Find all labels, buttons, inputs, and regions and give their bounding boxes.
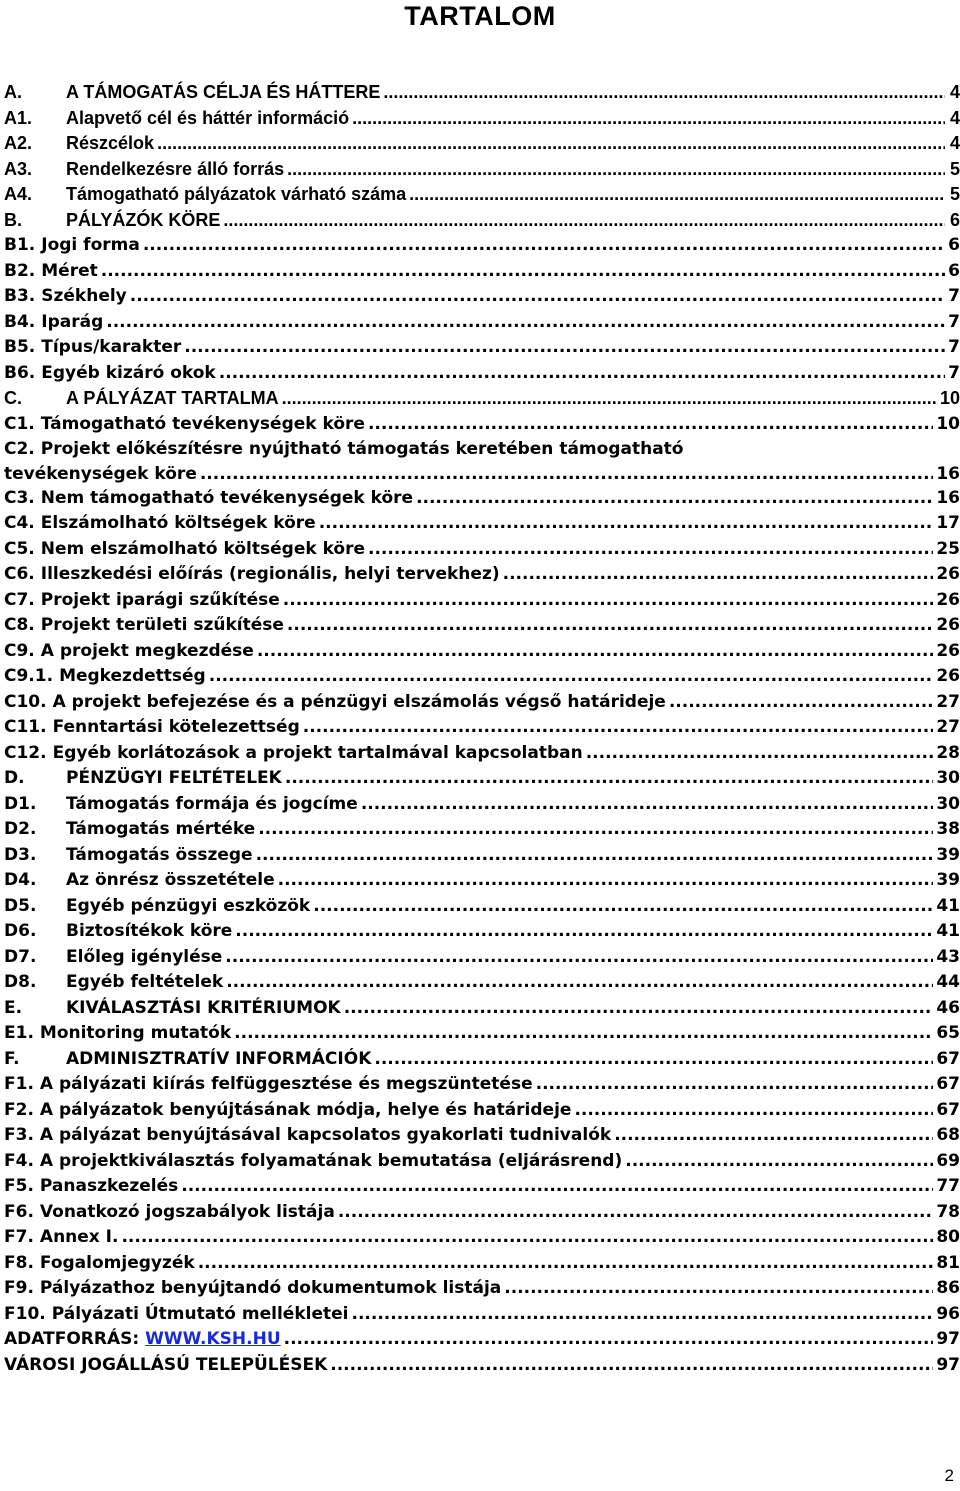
toc-entry-page: 17	[936, 513, 960, 533]
toc-entry-title: A projekt megkezdése	[40, 640, 254, 661]
toc-leader-dots	[614, 1127, 933, 1144]
toc-leader-dots	[226, 974, 933, 991]
toc-entry[interactable]	[4, 486, 960, 512]
toc-entry[interactable]	[4, 208, 960, 234]
toc-entry-title: A pályázatok benyújtásának módja, helye és határideje	[39, 1099, 572, 1120]
toc-entry[interactable]	[4, 233, 960, 259]
toc-entry-title: Nem elszámolható költségek köre	[40, 538, 366, 559]
toc-entry-page: 26	[936, 564, 960, 584]
toc-entry-code: C7.	[4, 589, 35, 610]
toc-entry-title: Részcélok	[66, 133, 155, 153]
toc-leader-dots	[303, 719, 934, 736]
toc-entry-code: C8.	[4, 615, 35, 635]
toc-entry-page: 10	[936, 413, 960, 434]
toc-entry-page: 67	[936, 1074, 960, 1094]
toc-entry[interactable]	[4, 1149, 960, 1175]
toc-leader-dots	[368, 416, 933, 433]
toc-leader-dots	[278, 872, 934, 889]
toc-entry-title: Támogatás mértéke	[66, 819, 256, 839]
toc-entry-page: 26	[936, 640, 960, 661]
toc-entry[interactable]	[4, 1225, 960, 1251]
table-of-contents	[4, 80, 960, 1378]
toc-leader-dots	[219, 365, 945, 382]
toc-entry-code: D7.	[4, 946, 37, 967]
toc-entry[interactable]	[4, 945, 960, 971]
toc-entry[interactable]	[4, 996, 960, 1022]
toc-leader-dots	[184, 339, 945, 356]
toc-leader-dots	[503, 566, 934, 583]
toc-entry[interactable]	[4, 894, 960, 920]
toc-entry-code: D5.	[4, 895, 37, 916]
toc-entry[interactable]	[4, 412, 960, 438]
toc-leader-dots	[225, 949, 933, 966]
toc-leader-dots	[625, 1153, 933, 1170]
toc-entry-code: A3.	[4, 158, 33, 179]
toc-entry-page: 26	[936, 589, 960, 610]
toc-entry-page: 4	[949, 82, 960, 102]
toc-leader-dots	[669, 694, 933, 711]
toc-entry[interactable]	[4, 1047, 960, 1073]
toc-entry-code: C2.	[4, 439, 35, 459]
toc-entry[interactable]	[4, 80, 960, 106]
toc-entry-title: Egyéb feltételek	[66, 972, 224, 992]
toc-leader-dots	[313, 898, 933, 915]
toc-entry-title: A pályázati kiírás felfüggesztése és megszüntetése	[39, 1074, 533, 1094]
toc-entry[interactable]	[4, 1072, 960, 1098]
toc-entry-code: D.	[4, 768, 25, 788]
toc-entry[interactable]	[4, 1302, 960, 1328]
toc-entry-page: 26	[936, 615, 960, 635]
toc-entry-title: Támogatás formája és jogcíme	[66, 793, 358, 814]
toc-entry[interactable]	[4, 1174, 960, 1200]
toc-entry-title: Székhely	[41, 286, 127, 306]
toc-entry-page: 80	[936, 1227, 960, 1247]
toc-entry-page: 4	[949, 107, 960, 128]
toc-leader-dots	[504, 1280, 933, 1297]
toc-entry-page: 39	[936, 870, 960, 890]
toc-entry-page: 25	[936, 538, 960, 559]
toc-entry-title: Pályázati Útmutató mellékletei	[51, 1303, 349, 1324]
toc-leader-dots	[344, 1000, 934, 1017]
toc-entry[interactable]	[4, 562, 960, 588]
toc-entry-page: 67	[936, 1048, 960, 1069]
toc-leader-dots	[574, 1102, 933, 1119]
toc-entry-title: Projekt iparági szűkítése	[40, 589, 280, 610]
toc-leader-dots	[586, 745, 934, 762]
toc-entry-title: Támogatható tevékenységek köre	[40, 413, 365, 434]
toc-entry-title: Alapvető cél és háttér információ	[66, 107, 350, 128]
toc-entry[interactable]	[4, 868, 960, 894]
toc-leader-dots	[285, 770, 933, 787]
toc-entry-page: 81	[936, 1252, 960, 1273]
toc-leader-dots	[352, 109, 945, 127]
toc-entry-title: Támogatható pályázatok várható száma	[66, 184, 407, 204]
toc-entry[interactable]	[4, 690, 960, 716]
toc-entry-code: D4.	[4, 870, 37, 890]
toc-entry[interactable]	[4, 1123, 960, 1149]
toc-entry-code: B4.	[4, 311, 36, 332]
toc-entry-page: 16	[936, 463, 960, 484]
toc-entry-code: D8.	[4, 972, 37, 992]
toc-entry-page: 7	[948, 311, 960, 332]
toc-entry-code: A4.	[4, 184, 33, 204]
toc-leader-dots	[283, 592, 934, 609]
toc-leader-dots	[200, 466, 933, 483]
toc-entry[interactable]	[4, 386, 960, 412]
toc-entry-code: C9.1.	[4, 666, 54, 686]
toc-entry[interactable]	[4, 715, 960, 741]
toc-entry-code: F6.	[4, 1201, 34, 1222]
toc-entry-page: 7	[948, 337, 960, 357]
toc-entry-title: PÉNZÜGYI FELTÉTELEK	[66, 768, 282, 788]
toc-entry-code: C9.	[4, 640, 35, 661]
toc-entry-page: 30	[936, 768, 960, 788]
toc-leader-dots	[383, 83, 945, 101]
toc-leader-dots	[374, 1051, 933, 1068]
toc-entry-page: 27	[936, 691, 960, 712]
toc-leader-dots	[319, 515, 934, 532]
toc-entry[interactable]	[4, 1098, 960, 1124]
toc-entry-page: 78	[936, 1201, 960, 1222]
toc-entry-title: Előleg igénylése	[66, 946, 223, 967]
toc-entry[interactable]	[4, 664, 960, 690]
toc-entry-code: C10.	[4, 691, 47, 712]
toc-entry-code: D1.	[4, 793, 37, 814]
toc-entry-page: 69	[936, 1150, 960, 1171]
toc-entry[interactable]	[4, 817, 960, 843]
toc-entry[interactable]	[4, 182, 960, 208]
toc-leader-dots	[198, 1255, 934, 1272]
toc-entry-page: 67	[936, 1099, 960, 1120]
toc-entry[interactable]	[4, 919, 960, 945]
toc-entry[interactable]	[4, 741, 960, 767]
toc-entry-code: F8.	[4, 1252, 34, 1273]
toc-entry-code: B6.	[4, 362, 36, 383]
toc-entry-code: A1.	[4, 107, 33, 128]
toc-entry[interactable]	[4, 1021, 960, 1047]
toc-entry-code: D3.	[4, 844, 37, 865]
toc-entry-title: Típus/karakter	[41, 337, 182, 357]
toc-entry-title: tevékenységek köre	[4, 463, 197, 484]
toc-entry-title: A projektkiválasztás folyamatának bemutatása (eljárásrend)	[39, 1150, 623, 1171]
toc-entry-code: C6.	[4, 564, 35, 584]
toc-entry-page: 68	[936, 1125, 960, 1145]
toc-entry-title: Jogi forma	[41, 235, 140, 255]
toc-entry-page: 4	[949, 133, 960, 153]
toc-entry-page: 97	[936, 1329, 960, 1349]
toc-leader-dots	[284, 1331, 934, 1348]
toc-entry[interactable]	[4, 1327, 960, 1353]
toc-entry-page: 16	[936, 487, 960, 508]
toc-entry-code: C5.	[4, 538, 35, 559]
toc-entry[interactable]	[4, 437, 960, 463]
toc-entry-title: KIVÁLASZTÁSI KRITÉRIUMOK	[66, 997, 341, 1018]
toc-entry[interactable]	[4, 463, 960, 486]
toc-entry-title: Egyéb korlátozások a projekt tartalmával kapcsolatban	[52, 742, 583, 763]
toc-entry-code: F4.	[4, 1150, 34, 1171]
toc-entry-code: C3.	[4, 487, 35, 508]
toc-entry-title: A TÁMOGATÁS CÉLJA ÉS HÁTTERE	[66, 82, 381, 102]
toc-entry-title: Fogalomjegyzék	[39, 1252, 195, 1273]
toc-entry-page: 7	[948, 362, 960, 383]
toc-entry-code: C1.	[4, 413, 35, 434]
toc-entry-page: 65	[936, 1023, 960, 1043]
toc-entry-page: 26	[936, 666, 960, 686]
toc-leader-dots	[121, 1229, 933, 1246]
toc-leader-dots	[351, 1306, 933, 1323]
toc-entry-title: Elszámolható költségek köre	[40, 513, 316, 533]
toc-entry[interactable]	[4, 792, 960, 818]
toc-entry-code: F.	[4, 1048, 20, 1069]
toc-entry-title: PÁLYÁZÓK KÖRE	[66, 209, 221, 230]
toc-entry[interactable]	[4, 511, 960, 537]
toc-entry-code: B3.	[4, 286, 36, 306]
toc-leader-dots	[287, 160, 945, 178]
toc-entry[interactable]	[4, 1276, 960, 1302]
toc-entry-title: Fenntartási kötelezettség	[52, 717, 300, 737]
toc-entry[interactable]	[4, 588, 960, 614]
toc-entry[interactable]	[4, 361, 960, 387]
toc-entry-page: 10	[939, 388, 960, 408]
toc-leader-dots	[287, 617, 933, 634]
toc-entry-title: Méret	[41, 260, 98, 281]
toc-entry[interactable]	[4, 157, 960, 183]
toc-entry-code: C12.	[4, 742, 47, 763]
toc-entry-title: Illeszkedési előírás (regionális, helyi tervekhez)	[40, 564, 500, 584]
toc-entry-title: VÁROSI JOGÁLLÁSÚ TELEPÜLÉSEK	[4, 1354, 328, 1375]
toc-entry-page: 7	[948, 286, 960, 306]
toc-entry-title: Projekt területi szűkítése	[40, 615, 284, 635]
toc-leader-dots	[143, 237, 945, 254]
toc-entry-code: F10.	[4, 1303, 46, 1324]
toc-entry-title: Panaszkezelés	[39, 1176, 179, 1196]
toc-leader-dots	[209, 668, 934, 685]
toc-entry-page: 6	[948, 235, 960, 255]
toc-leader-dots	[368, 541, 933, 558]
toc-entry[interactable]	[4, 970, 960, 996]
toc-entry-code: E.	[4, 997, 23, 1018]
toc-entry-title: Biztosítékok köre	[66, 921, 233, 941]
toc-entry-code: E1.	[4, 1023, 34, 1043]
toc-entry-title: Nem támogatható tevékenységek köre	[40, 487, 414, 508]
page-title: TARTALOM	[404, 1, 556, 31]
toc-entry-page: 86	[936, 1278, 960, 1298]
toc-leader-dots	[536, 1076, 934, 1093]
toc-entry-code: B2.	[4, 260, 36, 281]
toc-entry-page: 96	[936, 1303, 960, 1324]
toc-entry-title: Egyéb pénzügyi eszközök	[66, 895, 311, 916]
toc-entry-title: Megkezdettség	[59, 666, 206, 686]
toc-entry-title: Projekt előkészítésre nyújtható támogatás keretében támogatható	[40, 439, 684, 459]
toc-entry-page: 5	[949, 184, 960, 204]
toc-leader-dots	[234, 1025, 933, 1042]
toc-entry-code: F1.	[4, 1074, 34, 1094]
toc-entry-code: F7.	[4, 1227, 34, 1247]
toc-leader-dots	[130, 288, 945, 305]
toc-entry-page: 41	[936, 895, 960, 916]
toc-entry-code: D6.	[4, 921, 37, 941]
toc-leader-dots	[257, 643, 934, 660]
toc-leader-dots	[235, 923, 933, 940]
toc-leader-dots	[338, 1204, 934, 1221]
toc-entry-page: 38	[936, 819, 960, 839]
toc-entry-title: Támogatás összege	[66, 844, 253, 865]
toc-entry[interactable]	[4, 131, 960, 157]
toc-entry-code: B1.	[4, 235, 36, 255]
source-link[interactable]: WWW.KSH.HU	[145, 1329, 281, 1349]
toc-entry-page: 30	[936, 793, 960, 814]
toc-entry[interactable]	[4, 284, 960, 310]
toc-entry-title: Monitoring mutatók	[39, 1023, 232, 1043]
toc-entry-page: 97	[936, 1354, 960, 1375]
toc-entry[interactable]	[4, 613, 960, 639]
toc-entry-title: Az önrész összetétele	[66, 870, 275, 890]
toc-entry-code: A.	[4, 82, 22, 102]
toc-entry-page: 43	[936, 946, 960, 967]
toc-entry[interactable]	[4, 1353, 960, 1379]
toc-entry-code: D2.	[4, 819, 37, 839]
toc-entry-title: A pályázat benyújtásával kapcsolatos gyakorlati tudnivalók	[39, 1125, 612, 1145]
toc-leader-dots	[181, 1178, 933, 1195]
toc-entry[interactable]	[4, 843, 960, 869]
toc-entry[interactable]	[4, 1200, 960, 1226]
toc-entry-title: Egyéb kizáró okok	[41, 362, 216, 383]
toc-leader-dots	[282, 389, 937, 407]
toc-leader-dots	[416, 490, 933, 507]
toc-entry-page: 6	[948, 260, 960, 281]
toc-entry-title: Iparág	[41, 311, 104, 332]
toc-entry-page: 41	[936, 921, 960, 941]
toc-entry-code: ADATFORRÁS:	[4, 1329, 140, 1349]
toc-entry[interactable]	[4, 1251, 960, 1277]
toc-entry[interactable]	[4, 537, 960, 563]
toc-entry-page: 77	[936, 1176, 960, 1196]
toc-entry-code: F5.	[4, 1176, 34, 1196]
toc-entry[interactable]	[4, 310, 960, 336]
toc-entry-code: B.	[4, 209, 22, 230]
toc-entry-title: Pályázathoz benyújtandó dokumentumok listája	[39, 1278, 502, 1298]
toc-entry-code: F2.	[4, 1099, 34, 1120]
toc-entry[interactable]	[4, 335, 960, 361]
toc-entry[interactable]	[4, 766, 960, 792]
toc-entry-title: Rendelkezésre álló forrás	[66, 158, 285, 179]
toc-leader-dots	[330, 1357, 933, 1374]
toc-entry-page: 28	[936, 742, 960, 763]
toc-entry-code: C.	[4, 388, 22, 408]
toc-entry[interactable]	[4, 106, 960, 132]
toc-leader-dots	[361, 796, 934, 813]
toc-entry[interactable]	[4, 259, 960, 285]
toc-entry-code: F3.	[4, 1125, 34, 1145]
toc-entry-title: A projekt befejezése és a pénzügyi elszámolás végső határideje	[52, 691, 666, 712]
toc-leader-dots	[256, 847, 934, 864]
page-number: 2	[944, 1466, 954, 1485]
toc-entry-code: A2.	[4, 133, 33, 153]
toc-leader-dots	[106, 314, 945, 331]
toc-entry-page: 6	[949, 209, 960, 230]
toc-entry-title: ADMINISZTRATÍV INFORMÁCIÓK	[66, 1048, 372, 1069]
toc-entry-page: 27	[936, 717, 960, 737]
toc-leader-dots	[258, 821, 933, 838]
toc-entry-page: 39	[936, 844, 960, 865]
toc-entry-title: A PÁLYÁZAT TARTALMA	[66, 388, 279, 408]
toc-entry-page: 5	[949, 158, 960, 179]
toc-leader-dots	[409, 185, 945, 203]
toc-leader-dots	[101, 263, 945, 280]
toc-entry-code: C11.	[4, 717, 47, 737]
toc-entry-title: Annex I.	[39, 1227, 119, 1247]
toc-entry-title: Vonatkozó jogszabályok listája	[39, 1201, 335, 1222]
toc-entry[interactable]	[4, 639, 960, 665]
toc-entry-page: 46	[936, 997, 960, 1018]
toc-entry-code: B5.	[4, 337, 36, 357]
toc-leader-dots	[223, 211, 945, 229]
toc-entry-page: 44	[936, 972, 960, 992]
toc-entry-code: C4.	[4, 513, 35, 533]
toc-entry-code: F9.	[4, 1278, 34, 1298]
toc-leader-dots	[157, 134, 945, 152]
